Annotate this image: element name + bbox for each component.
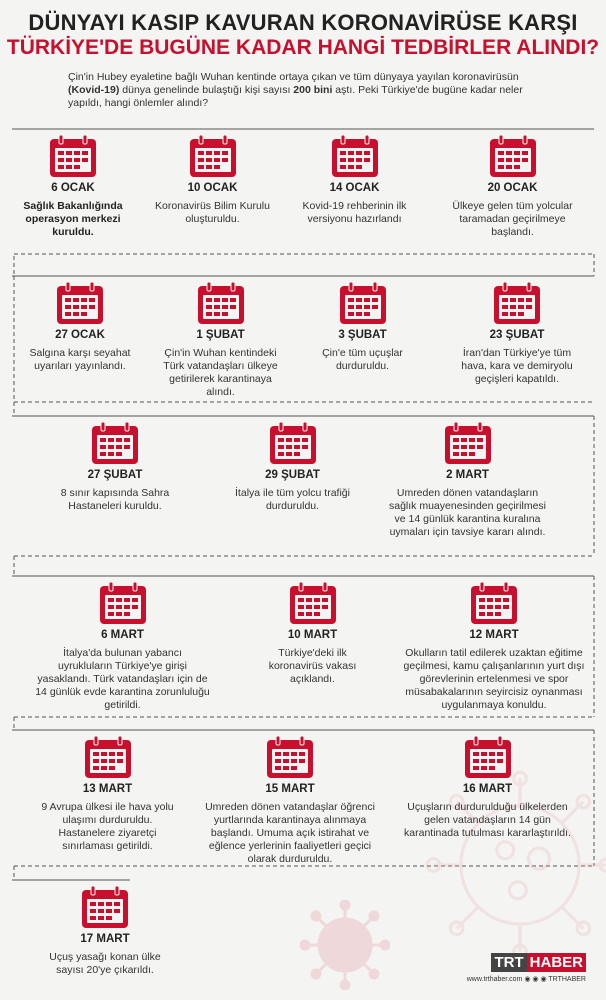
event-text: Umreden dönen vatandaşların sağlık muayenesinden geçirilmesi ve 14 günlük karantina kuralına uymaları için tavsiye kararı alındı. [389,487,546,538]
event-date: 1 ŞUBAT [196,329,245,341]
event-text: İtalya'da bulunan yabancı uyrukluların Türkiye'ye girişi yasaklandı. Türk vatandaşları için de 14 günlük evde karantina zorunluluğu getirildi. [35,647,210,711]
logo-haber: HABER [527,953,586,972]
social-handle: TRTHABER [548,976,586,983]
event-text: Koronavirüs Bilim Kurulu oluşturuldu. [155,200,270,225]
event-date: 17 MART [80,933,130,945]
intro-paragraph: Çin'in Hubey eyaletine bağlı Wuhan kentinde ortaya çıkan ve tüm dünyaya yayılan koronavirüsün (Kovid-19) dünya genelinde bulaştığı kişi sayısı 200 bini aştı. Peki Türkiye'de bugüne kadar neler yapıldı, hangi önlemler alındı? [68,71,523,109]
event-date: 6 MART [101,629,144,641]
event-date: 6 OCAK [51,182,95,194]
event-date: 20 OCAK [487,182,538,194]
event-text: Uçuşların durdurulduğu ülkelerden gelen vatandaşların 14 gün karantinada tutulması kararlaştırıldı. [404,801,571,839]
timeline-event [158,281,283,399]
timeline-event [292,134,417,226]
calendar-icon [91,421,139,465]
event-date: 12 MART [469,629,519,641]
virus-icon [300,900,390,990]
timeline-event [150,134,275,226]
timeline-event [385,421,550,539]
event-text: Umreden dönen vatandaşlar öğrenci yurtlarında karantinaya alınmaya başlandı. Umuma açık istirahat ve eğlence yerlerinin faaliyetleri geçici olarak durduruldu. [205,801,375,865]
event-date: 13 MART [82,783,133,795]
event-text: Salgına karşı seyahat uyarıları yayınlandı. [29,347,131,372]
calendar-icon [289,581,337,625]
event-text: Kovid-19 rehberinin ilk versiyonu hazırlandı [302,200,407,225]
title-line-2: TÜRKİYE'DE BUGÜNE KADAR HANGİ TEDBİRLER ALINDI? [6,36,600,59]
timeline-event [305,281,420,373]
calendar-icon [444,421,492,465]
calendar-icon [489,134,537,178]
event-date: 14 OCAK [329,182,380,194]
event-text: Uçuş yasağı konan ülke sayısı 20'ye çıkarıldı. [49,951,161,976]
event-text: 9 Avrupa ülkesi ile hava yolu ulaşımı durduruldu. Hastanelere ziyaretçi sınırlaması getirildi. [41,801,174,852]
calendar-icon [331,134,379,178]
calendar-icon [269,421,317,465]
calendar-icon [84,735,132,779]
timeline-event [452,281,582,386]
calendar-icon [56,281,104,325]
event-text: Çin'e tüm uçuşlar durduruldu. [322,347,403,372]
timeline-event [8,134,138,239]
timeline-event [35,581,210,712]
event-text: Çin'in Wuhan kentindeki Türk vatandaşları ülkeye getirilerek karantinaya alındı. [163,347,278,398]
logo-trt: TRT [491,953,526,972]
timeline-event [40,735,175,853]
event-text: Türkiye'deki ilk koronavirüs vakası açıklandı. [268,647,357,685]
event-date: 16 MART [462,783,513,795]
calendar-icon [493,281,541,325]
site-url: www.trthaber.com [466,976,523,983]
calendar-icon [197,281,245,325]
timeline-event [55,421,175,513]
event-date: 27 ŞUBAT [87,469,143,481]
trt-haber-logo [467,954,586,983]
timeline-event [400,735,575,840]
timeline-event [445,134,580,239]
calendar-icon [81,885,129,929]
calendar-icon [339,281,387,325]
event-date: 29 ŞUBAT [265,469,320,481]
timeline-event [388,581,600,712]
event-date: 15 MART [265,783,315,795]
title-line-1: DÜNYAYI KASIP KAVURAN KORONAVİRÜSE KARŞI [28,10,578,35]
timeline-event [225,421,360,513]
event-date: 10 MART [287,629,338,641]
calendar-icon [49,134,97,178]
event-text: İran'dan Türkiye'ye tüm hava, kara ve demiryolu geçişleri kapatıldı. [461,347,573,385]
timeline-event [20,281,140,373]
calendar-icon [464,735,512,779]
event-date: 2 MART [446,469,489,481]
calendar-icon [189,134,237,178]
calendar-icon [266,735,314,779]
timeline-event [260,581,365,686]
calendar-icon [470,581,518,625]
event-text: Okulların tatil edilerek uzaktan eğitime geçilmesi, kamu çalışanlarının yurt dışı görevlerinin ertelenmesi ve spor müsabakalarının seyircisiz oynanması uygulanmaya konuldu. [403,647,585,711]
event-date: 3 ŞUBAT [338,329,387,341]
timeline-event [205,735,375,866]
social-icons: ◉ ◉ ◉ [524,976,547,983]
event-text: Ülkeye gelen tüm yolcular taramadan geçirilmeye başlandı. [452,200,573,238]
event-date: 10 OCAK [187,182,238,194]
timeline-event [40,885,170,977]
event-date: 23 ŞUBAT [489,329,545,341]
event-text: İtalya ile tüm yolcu trafiği durduruldu. [235,487,350,512]
calendar-icon [99,581,147,625]
event-text: 8 sınır kapısında Sahra Hastaneleri kuruldu. [60,487,170,512]
event-date: 27 OCAK [55,329,105,341]
event-text: Sağlık Bakanlığında operasyon merkezi kuruldu. [23,200,123,238]
